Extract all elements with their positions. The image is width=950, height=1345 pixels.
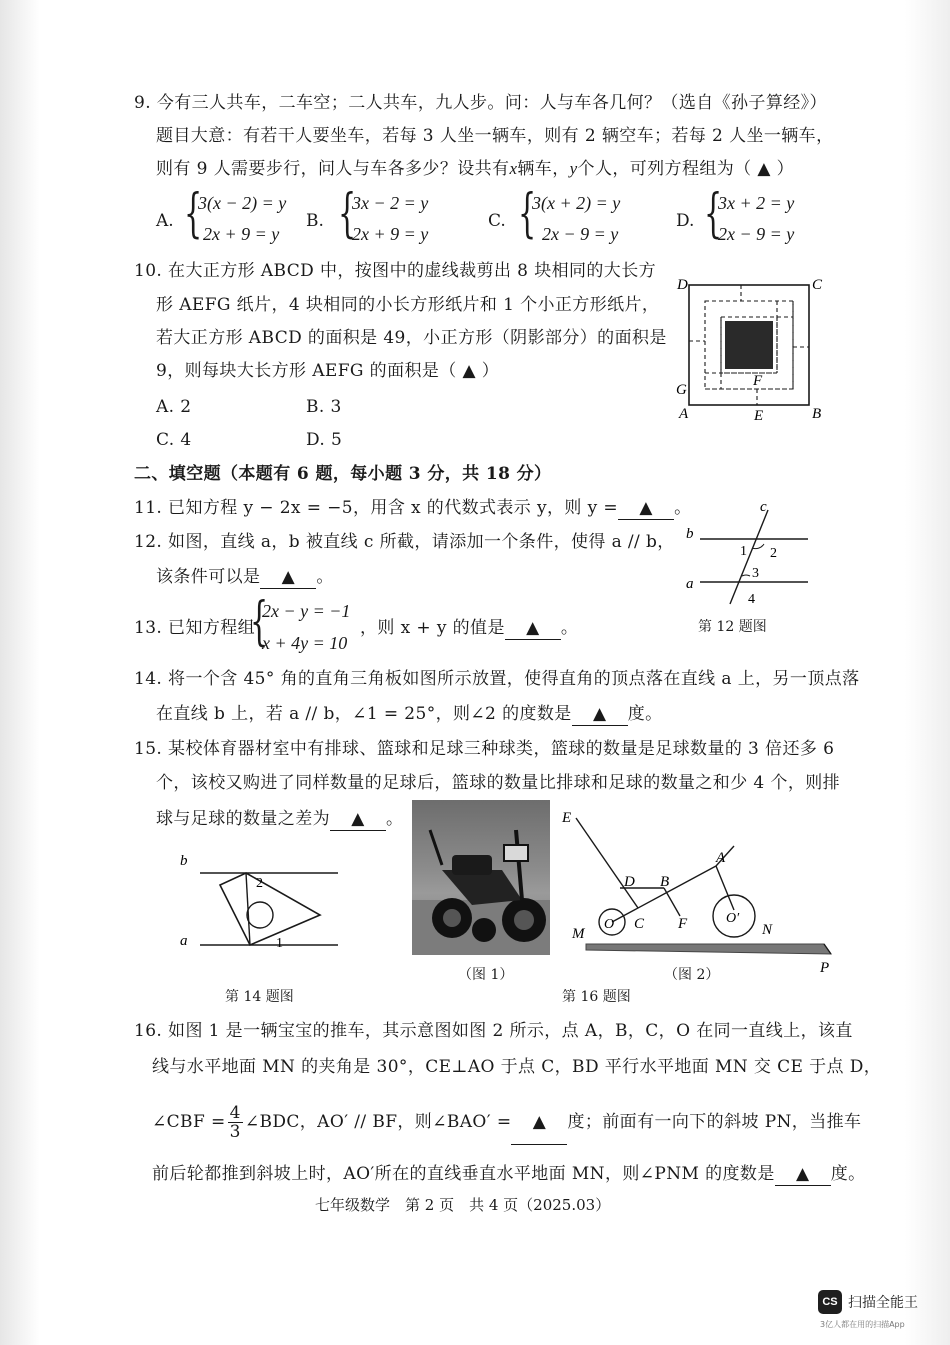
label-b: B: [660, 874, 670, 890]
q13-eq2: x + 4y = 10: [262, 633, 348, 653]
brace: {: [250, 592, 269, 652]
label-e: E: [754, 408, 764, 424]
fig2-caption: （图 2）: [664, 967, 720, 983]
angle-1: 1: [740, 544, 747, 559]
q10-line2: 形 AEFG 纸片，4 块相同的小长方形纸片和 1 个小正方形纸片，: [156, 295, 660, 315]
equation: 3x + 2 = y: [718, 193, 795, 213]
label-e: E: [562, 810, 572, 826]
q16-line4: 前后轮都推到斜坡上时，AO′所在的直线垂直水平地面 MN，则∠PNM 的度数是 ▲ 度。: [152, 1164, 866, 1184]
q11: 11. 已知方程 y − 2x = −5，用含 x 的代数式表示 y，则 y = ▲ 。: [134, 498, 692, 518]
q10-option-c[interactable]: C. 4: [156, 430, 192, 450]
q14-answer-blank[interactable]: ▲: [572, 703, 628, 726]
label-c: C: [634, 916, 645, 932]
label-b: b: [180, 853, 188, 869]
watermark-subtitle: 3亿人都在用的扫描App: [820, 1320, 905, 1329]
angle-1: 1: [276, 936, 283, 951]
label-o-prime: O′: [726, 911, 740, 926]
equation: 2x + 9 = y: [203, 224, 280, 244]
q10-line3: 若大正方形 ABCD 的面积是 49，小正方形（阴影部分）的面积是: [156, 328, 667, 348]
q14-caption: 第 14 题图: [225, 989, 294, 1005]
brace: {: [704, 184, 723, 244]
q15-line3: 球与足球的数量之差为 ▲ 。: [156, 809, 404, 829]
label-a: a: [686, 576, 694, 592]
label-b: b: [686, 526, 694, 542]
q10-line1: 10. 在大正方形 ABCD 中，按图中的虚线裁剪出 8 块相同的大长方: [134, 261, 656, 281]
page-footer: 七年级数学 第 2 页 共 4 页（2025.03）: [315, 1196, 611, 1214]
fraction: $\frac{4}{3}$: [229, 1103, 241, 1142]
equation: 2x − 9 = y: [718, 224, 795, 244]
equation: 3(x − 2) = y: [198, 193, 287, 213]
watermark-title: 扫描全能王: [848, 1295, 918, 1311]
equation: 2x − 9 = y: [542, 224, 619, 244]
label-g: G: [676, 382, 687, 398]
fig1-caption: （图 1）: [458, 967, 514, 983]
label-a: a: [180, 933, 188, 949]
brace: {: [518, 184, 537, 244]
option-label: A.: [156, 211, 174, 231]
q9-line2: 题目大意：有若干人要坐车，若每 3 人坐一辆车，则有 2 辆空车；若每 2 人坐一辆车，: [156, 126, 834, 146]
q13-eq1: 2x − y = −1: [262, 601, 351, 621]
equation: 2x + 9 = y: [352, 224, 429, 244]
q16-line3: ∠CBF = $\frac{4}{3}$ ∠BDC，AO′ // BF，则∠BAO′ = ▲ 度；前面有一向下的斜坡 PN，当推车: [152, 1100, 861, 1145]
label-m: M: [572, 926, 585, 942]
option-label: D.: [676, 211, 695, 231]
label-a: A: [679, 406, 689, 422]
q15-answer-blank[interactable]: ▲: [330, 808, 386, 831]
stroller-schematic: [556, 804, 846, 976]
q9-line3: 则有 9 人需要步行，问人与车各多少？设共有x辆车，y个人，可列方程组为（ ▲ ）: [156, 159, 795, 179]
tricycle-image: [412, 800, 550, 955]
label-d: D: [624, 874, 635, 890]
label-c: C: [812, 277, 823, 293]
q9-line1: 9. 今有三人共车，二车空；二人共车，九人步。问：人与车各几何？（选自《孙子算经》）: [134, 93, 827, 113]
q16-answer-blank-1[interactable]: ▲: [511, 1100, 567, 1145]
q16-caption: 第 16 题图: [562, 989, 631, 1005]
label-c: c: [760, 499, 767, 515]
q13-rest: ，则 x + y 的值是 ▲ 。: [360, 618, 579, 638]
q14-line2: 在直线 b 上，若 a // b，∠1 = 25°，则∠2 的度数是 ▲ 度。: [156, 704, 663, 724]
label-b: B: [812, 406, 822, 422]
q10-line4: 9，则每块大长方形 AEFG 的面积是（ ▲ ）: [156, 361, 500, 381]
q13-answer-blank[interactable]: ▲: [505, 617, 561, 640]
section-2-heading: 二、填空题（本题有 6 题，每小题 3 分，共 18 分）: [134, 464, 552, 484]
angle-2: 2: [256, 876, 263, 891]
q12-line2: 该条件可以是 ▲ 。: [156, 567, 334, 587]
brace: {: [338, 184, 357, 244]
q12-parallel-lines-figure: [680, 496, 820, 608]
q15-line2: 个，该校又购进了同样数量的足球后，篮球的数量比排球和足球的数量之和少 4 个，则排: [156, 773, 841, 793]
q11-answer-blank[interactable]: ▲: [618, 497, 674, 520]
q12-answer-blank[interactable]: ▲: [260, 566, 316, 589]
q10-square-figure: [672, 272, 832, 424]
q15-line1: 15. 某校体育器材室中有排球、篮球和足球三种球类，篮球的数量是足球数量的 3 倍还多 6: [134, 739, 835, 759]
stroller-photo: [412, 800, 550, 955]
label-f: F: [678, 916, 688, 932]
option-label: B.: [306, 211, 324, 231]
q10-option-d[interactable]: D. 5: [306, 430, 343, 450]
q16-line1: 16. 如图 1 是一辆宝宝的推车，其示意图如图 2 所示，点 A，B，C，O 在同一直线上，该直: [134, 1021, 853, 1041]
label-a: A: [716, 850, 726, 866]
camscanner-logo: CS: [818, 1290, 842, 1314]
q16-answer-blank-2[interactable]: ▲: [775, 1163, 831, 1186]
label-o: O: [604, 917, 615, 932]
label-p: P: [820, 960, 830, 976]
q10-option-a[interactable]: A. 2: [156, 397, 192, 417]
label-d: D: [677, 277, 688, 293]
shaded-square: [725, 321, 773, 369]
q16-line2: 线与水平地面 MN 的夹角是 30°，CE⊥AO 于点 C，BD 平行水平地面 MN 交 CE 于点 D，: [152, 1057, 882, 1077]
q10-option-b[interactable]: B. 3: [306, 397, 342, 417]
label-n: N: [762, 922, 773, 938]
q12-caption: 第 12 题图: [698, 619, 767, 635]
q14-line1: 14. 将一个含 45° 角的直角三角板如图所示放置，使得直角的顶点落在直线 a 上，另一顶点落: [134, 669, 860, 689]
option-label: C.: [488, 211, 506, 231]
q12-line1: 12. 如图，直线 a，b 被直线 c 所截，请添加一个条件，使得 a // b，: [134, 532, 675, 552]
equation: 3x − 2 = y: [352, 193, 429, 213]
brace: {: [184, 184, 203, 244]
q14-triangle-figure: [170, 845, 350, 960]
angle-2: 2: [770, 546, 777, 561]
equation: 3(x + 2) = y: [532, 193, 621, 213]
angle-4: 4: [748, 592, 755, 607]
angle-3: 3: [752, 566, 759, 581]
label-f: F: [753, 373, 763, 389]
q13-label: 13. 已知方程组: [134, 618, 256, 638]
